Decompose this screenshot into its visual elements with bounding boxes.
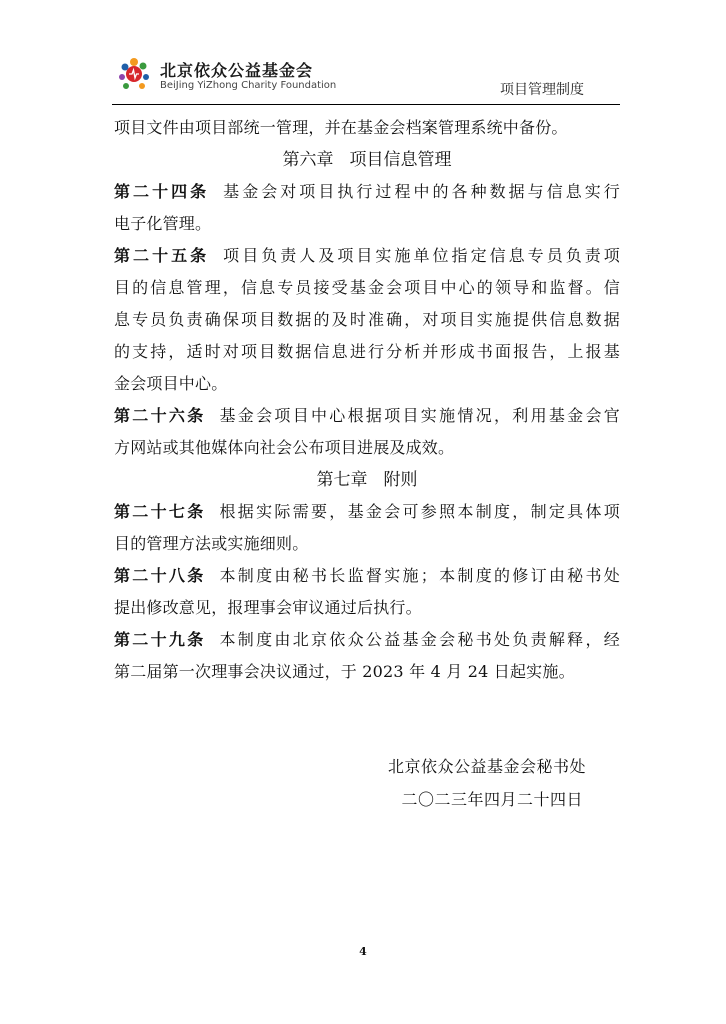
article-line bbox=[114, 240, 620, 272]
page-number: 4 bbox=[359, 945, 367, 958]
article-text: 根据实际需要，基金会可参照本制度，制定具体项 bbox=[219, 502, 620, 521]
chapter-title: 附则 bbox=[383, 470, 418, 490]
article-line: 第二届第一次理事会决议通过，于 2023 年 4 月 24 日起实施。 bbox=[114, 662, 575, 681]
article-text: 本制度由北京依众公益基金会秘书处负责解释，经 bbox=[219, 630, 620, 649]
article-number: 第二十八条 bbox=[114, 566, 206, 585]
article-number: 第二十九条 bbox=[114, 630, 206, 649]
signature-date: 二〇二三年四月二十四日 bbox=[401, 790, 583, 809]
article-text: 基金会项目中心根据项目实施情况，利用基金会官 bbox=[219, 406, 620, 425]
article-line: 息专员负责确保项目数据的及时准确，对项目实施提供信息数据 bbox=[114, 310, 620, 329]
article-line bbox=[114, 400, 620, 432]
page-header bbox=[0, 0, 726, 110]
article-number: 第二十五条 bbox=[114, 246, 210, 265]
article-line: 目的管理方法或实施细则。 bbox=[114, 534, 309, 553]
article-text: 基金会对项目执行过程中的各种数据与信息实行 bbox=[223, 182, 620, 201]
document-body bbox=[114, 112, 620, 688]
article-number: 第二十六条 bbox=[114, 406, 206, 425]
article-line: 的支持，适时对项目数据信息进行分析并形成书面报告，上报基 bbox=[114, 342, 620, 361]
chapter-title: 项目信息管理 bbox=[349, 150, 452, 170]
article-line bbox=[114, 624, 620, 656]
document-title: 项目管理制度 bbox=[500, 82, 584, 98]
article-line bbox=[114, 560, 620, 592]
article-text: 本制度由秘书长监督实施；本制度的修订由秘书处 bbox=[219, 566, 620, 585]
article-text: 项目负责人及项目实施单位指定信息专员负责项 bbox=[223, 246, 620, 265]
chapter-heading bbox=[114, 464, 620, 496]
article-line: 方网站或其他媒体向社会公布项目进展及成效。 bbox=[114, 438, 455, 457]
paragraph-line: 项目文件由项目部统一管理，并在基金会档案管理系统中备份。 bbox=[114, 118, 568, 137]
organization-name-english: BeiJing YiZhong Charity Foundation bbox=[160, 80, 337, 91]
organization-name: 北京依众公益基金会 bbox=[160, 61, 314, 80]
article-line: 目的信息管理，信息专员接受基金会项目中心的领导和监督。信 bbox=[114, 278, 620, 297]
chapter-number: 第七章 bbox=[316, 470, 368, 490]
chapter-heading bbox=[114, 144, 620, 176]
article-line: 电子化管理。 bbox=[114, 214, 212, 233]
chapter-number: 第六章 bbox=[282, 150, 334, 170]
article-line: 金会项目中心。 bbox=[114, 374, 228, 393]
article-number: 第二十七条 bbox=[114, 502, 206, 521]
article-line: 提出修改意见，报理事会审议通过后执行。 bbox=[114, 598, 422, 617]
article-line bbox=[114, 496, 620, 528]
article-number: 第二十四条 bbox=[114, 182, 210, 201]
signature-organization: 北京依众公益基金会秘书处 bbox=[387, 757, 586, 776]
article-line bbox=[114, 176, 620, 208]
header-divider bbox=[112, 104, 620, 105]
